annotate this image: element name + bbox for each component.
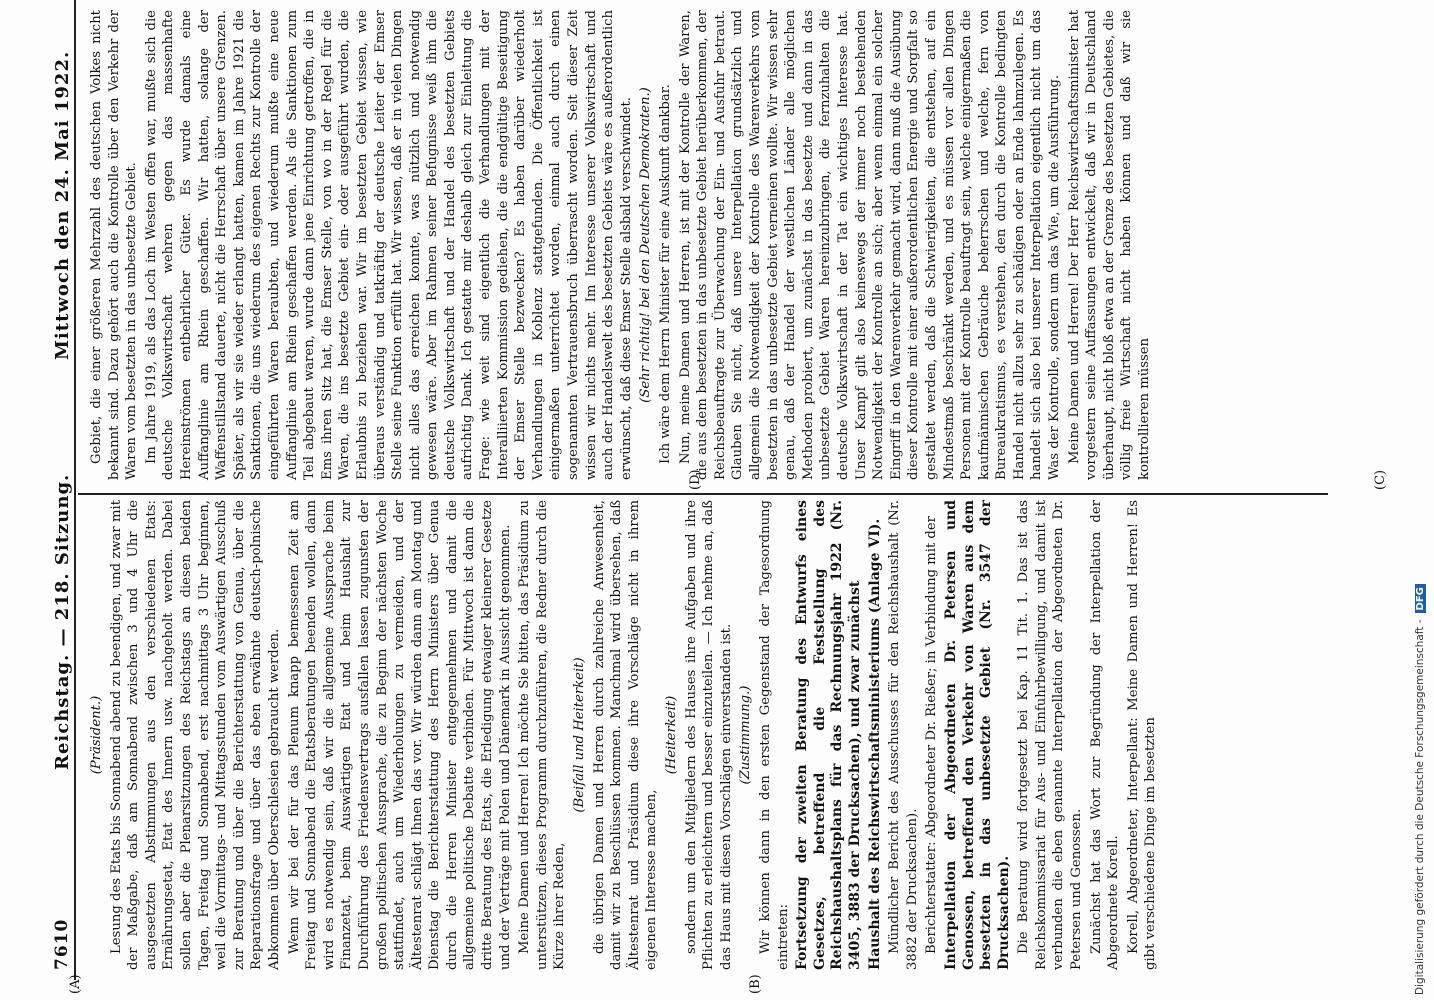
paragraph: Lesung des Etats bis Sonnabend abend zu beendigen, und zwar mit der Maßgabe, daß am Sonnabend zwischen 3 und 4 Uhr die ausgesetzten Abstimmungen aus den verschiedenen Etats: Ernährungsetat, Etat des Innern usw. nachgeholt werden. Dabei sollen aber die Plenarsitzungen des Reichstags an diesen beiden Tagen, Freitag und Sonnabend, erst nachmittags 3 Uhr beginnen, weil die Vormittags- und Mittagsstunden vom Auswärtigen Ausschuß zur Beratung und über die Berichterstattung von Genua, über die Reparationsfrage und über das eben erwähnte deutsch-polnische Abkommen über Oberschlesien gebraucht werden. [108, 500, 282, 970]
paragraph: Wir können dann in den ersten Gegenstand der Tagesordnung eintreten: [757, 500, 791, 970]
paragraph: sondern um den Mitgliedern des Hauses ihre Aufgaben und ihre Pflichten zu erleichtern und besser einzuteilen. — Ich nehme an, daß das Haus mit diesen Vorschlägen einverstanden ist. [683, 500, 734, 970]
speaker-paragraph: Korell, Abgeordneter, Interpellant: Meine Damen und Herren! Es gibt verschiedene Dinge im besetzten [1125, 500, 1159, 970]
margin-marker-b: (B) [748, 974, 763, 994]
dfg-logo: DFG [1415, 584, 1426, 613]
interjection: (Heiterkeit) [664, 695, 679, 775]
paragraph: die übrigen Damen und Herren durch zahlreiche Anwesenheit, damit wir zu Beschlüssen kommen. Manchmal wird übersehen, daß Ältestenrat und Präsidium diese ihre Vorschläge nicht in ihrem eigenen Interesse machen, [591, 500, 660, 970]
session-title: Reichstag. — 218. Sitzung. [52, 473, 73, 770]
paragraph: Mündlicher Bericht des Ausschusses für den Reichshaushalt (Nr. 3882 der Drucksachen). [887, 500, 920, 970]
column-divider [78, 493, 1328, 495]
paragraph: Nun, meine Damen und Herren, ist mit der Kontrolle der Waren, die aus dem besetzten in das unbesetzte Gebiet herüberkommen, der Reichsbeauftragte zur Überwachung der Ein- und Ausfuhr betraut. Glauben Sie nicht, daß unsere Interpellation grundsätzlich und allgemein die Notwendigkeit der Kontrolle des Warenverkehrs vom besetzten in das unbesetzte Gebiet verneinen wollte. Wir wissen sehr genau, daß der Handel der westlichen Länder alle möglichen Methoden probiert, um zunächst in das besetzte und dann in das unbesetzte Gebiet Waren hereinzubringen, die fernzuhalten die deutsche Volkswirtschaft in der Tat ein wichtiges Interesse hat. Unser Kampf gilt also keineswegs der immer noch bestehenden Notwendigkeit der Kontrolle an sich; aber wenn einmal ein solcher Eingriff in den Warenverkehr gemacht wird, dann muß die Ausübung dieser Kontrolle mit einer außerordentlichen Energie und Sorgfalt so gestaltet werden, daß die Schwierigkeiten, die entstehen, auf ein Mindestmaß beschränkt werden, und es müssen vor allen Dingen Personen mit der Kontrolle beauftragt sein, welche einigermaßen die kaufmännischen Gebräuche beherrschen und welche, fern von Bureaukratismus, es verstehen, den durch die Kontrolle bedingten Handel nicht allzu sehr zu schädigen oder an Ende lahmzulegen. Es handelt sich also bei unserer Interpellation eigentlich nicht um das Was der Kontrolle, sondern um das Wie, um die Ausführung. [677, 10, 1063, 480]
paragraph: Die Beratung wird fortgesetzt bei Kap. 11 Tit. 1. Das ist das Reichskommissariat für Aus- und Einfuhrbewilligung, und damit ist verbunden die eben genannte Interpellation der Abgeordneten Dr. Petersen und Genossen. [1016, 500, 1085, 970]
digitization-watermark [1414, 0, 1430, 995]
interjection: (Sehr richtig! bei den Deutschen Demokraten.) [638, 87, 654, 403]
interjection: (Zustimmung.) [738, 685, 754, 785]
paragraph: Im Jahre 1919, als das Loch im Westen offen war, mußte sich die deutsche Volkswirtschaft wehren gegen das massenhafte Hereinströmen entbehrlicher Güter. Es wurde damals eine Auffanglinie am Rhein geschaffen. Wir hatten, solange der Waffenstillstand dauerte, nicht die Herrschaft über unsere Grenzen. Später, als wir sie wieder erlangt hatten, kamen im Jahre 1921 die Sanktionen, die uns wiederum des eigenen Rechts zur Kontrolle der eingeführten Waren beraubten, und wiederum mußte eine neue Auffanglinie am Rhein geschaffen werden. Als die Sanktionen zum Teil abgebaut waren, wurde dann jene Einrichtung getroffen, die in Ems ihren Sitz hat, die Emser Stelle, von wo in der Regel für die Waren, die ins besetzte Gebiet ein- oder ausgeführt wurden, die Erlaubnis zu beziehen war. Wir im besetzten Gebiet wissen, wie überaus verständig und tatkräftig der deutsche Leiter der Emser Stelle seine Funktion erfüllt hat. Wir wissen, daß er in vielen Dingen nicht alles das erreichen konnte, was nützlich und notwendig gewesen wäre. Aber im Rahmen seiner Befugnisse weiß ihm die deutsche Volkswirtschaft und der Handel des besetzten Gebiets aufrichtig Dank. Ich gestatte mir deshalb gleich zur Einleitung die Frage: wie weit sind eigentlich die Verhandlungen mit der Interalliierten Kommission gediehen, die die endgültige Beseitigung der Emser Stelle bezwecken? Es haben darüber wiederholt Verhandlungen in Koblenz stattgefunden. Die Öffentlichkeit ist einigermaßen unterrichtet worden, einmal auch durch einen sogenannten Vertrauensbruch überrascht worden. Seit dieser Zeit wissen wir nichts mehr. Im Interesse unserer Volkswirtschaft und auch der Handelswelt des besetzten Gebiets wäre es außerordentlich erwünscht, daß diese Emser Stelle alsbald verschwindet. [143, 10, 634, 480]
margin-marker-c: (C) [1373, 469, 1388, 490]
session-date: Mittwoch den 24. Mai 1922. [52, 50, 73, 360]
header-rule [74, 0, 76, 980]
paragraph: (Präsident.) [89, 695, 104, 775]
paragraph: Berichterstatter: Abgeordneter Dr. Rießer; in Verbindung mit der [924, 516, 940, 954]
paragraph: Wenn wir bei der für das Plenum knapp bemessenen Zeit am Freitag und Sonnabend die Etatsberatungen beenden wollen, dann wird es notwendig sein, daß wir die allgemeine Aussprache beim Finanzetat, beim Auswärtigen Etat und beim Haushalt zur Durchführung des Friedensvertrags ausfallen lassen zugunsten der großen politischen Aussprache, die zu Beginn der nächsten Woche stattfindet, auch um Wiederholungen zu vermeiden, und der Ältestenrat schlägt Ihnen das vor. Wir würden dann am Montag und Dienstag die Berichterstattung des Herrn Ministers über Genua durch die Herren Minister entgegennehmen und damit die allgemeine politische Debatte verbinden. Für Mittwoch ist dann die dritte Beratung des Etats, die Erledigung etwaiger kleinerer Gesetze und der Verträge mit Polen und Dänemark in Aussicht genommen. [286, 500, 513, 970]
paragraph: Meine Damen und Herren! Der Herr Reichswirtschaftsminister hat vorgestern seine Auffassungen entwickelt, daß wir in Deutschland überhaupt, nicht bloß etwa an der Grenze des besetzten Gebietes, die völlig freie Wirtschaft nicht haben können und daß wir sie kontrollieren müssen [1066, 10, 1153, 480]
right-text-column [88, 10, 1156, 480]
paragraph: Ich wäre dem Herrn Minister für eine Auskunft dankbar. [658, 84, 673, 464]
page-header [38, 0, 78, 1000]
margin-marker-d: (D) [688, 469, 703, 490]
agenda-subheading: Haushalt des Reichswirtschaftsministeriums (Anlage VI). [866, 518, 883, 970]
page-number: 7610 [52, 918, 72, 970]
margin-marker-a: (A) [68, 974, 83, 994]
watermark-text: Digitalisierung gefördert durch die Deutsche Forschungsgemeinschaft - [1414, 619, 1426, 995]
interjection: (Beifall und Heiterkeit) [572, 657, 588, 813]
agenda-heading: Fortsetzung der zweiten Beratung des Entwurfs eines Gesetzes, betreffend die Feststellung des Reichshaushaltsplans für das Rechnungsjahr 1922 (Nr. 3405, 3883 der Drucksachen), und zwar zunächst [794, 500, 863, 970]
paragraph: Meine Damen und Herren! Ich möchte Sie bitten, das Präsidium zu unterstützen, dieses Programm durchzuführen, die Redner durch die Kürze ihrer Reden, [517, 500, 568, 970]
paragraph: Zunächst hat das Wort zur Begründung der Interpellation der Abgeordnete Korell. [1088, 500, 1122, 970]
interpellation-heading: Interpellation der Abgeordneten Dr. Petersen und Genossen, betreffend den Verkehr von Waren aus dem besetzten in das unbesetzte Gebiet (Nr. 3547 der Drucksachen). [942, 500, 1012, 970]
paragraph: Gebiet, die einer größeren Mehrzahl des deutschen Volkes nicht bekannt sind. Dazu gehört auch die Kontrolle über den Verkehr der Waren vom besetzten in das unbesetzte Gebiet. [89, 10, 140, 480]
rotated-newspaper-sheet [28, 0, 1398, 1000]
left-text-column [88, 500, 1162, 970]
